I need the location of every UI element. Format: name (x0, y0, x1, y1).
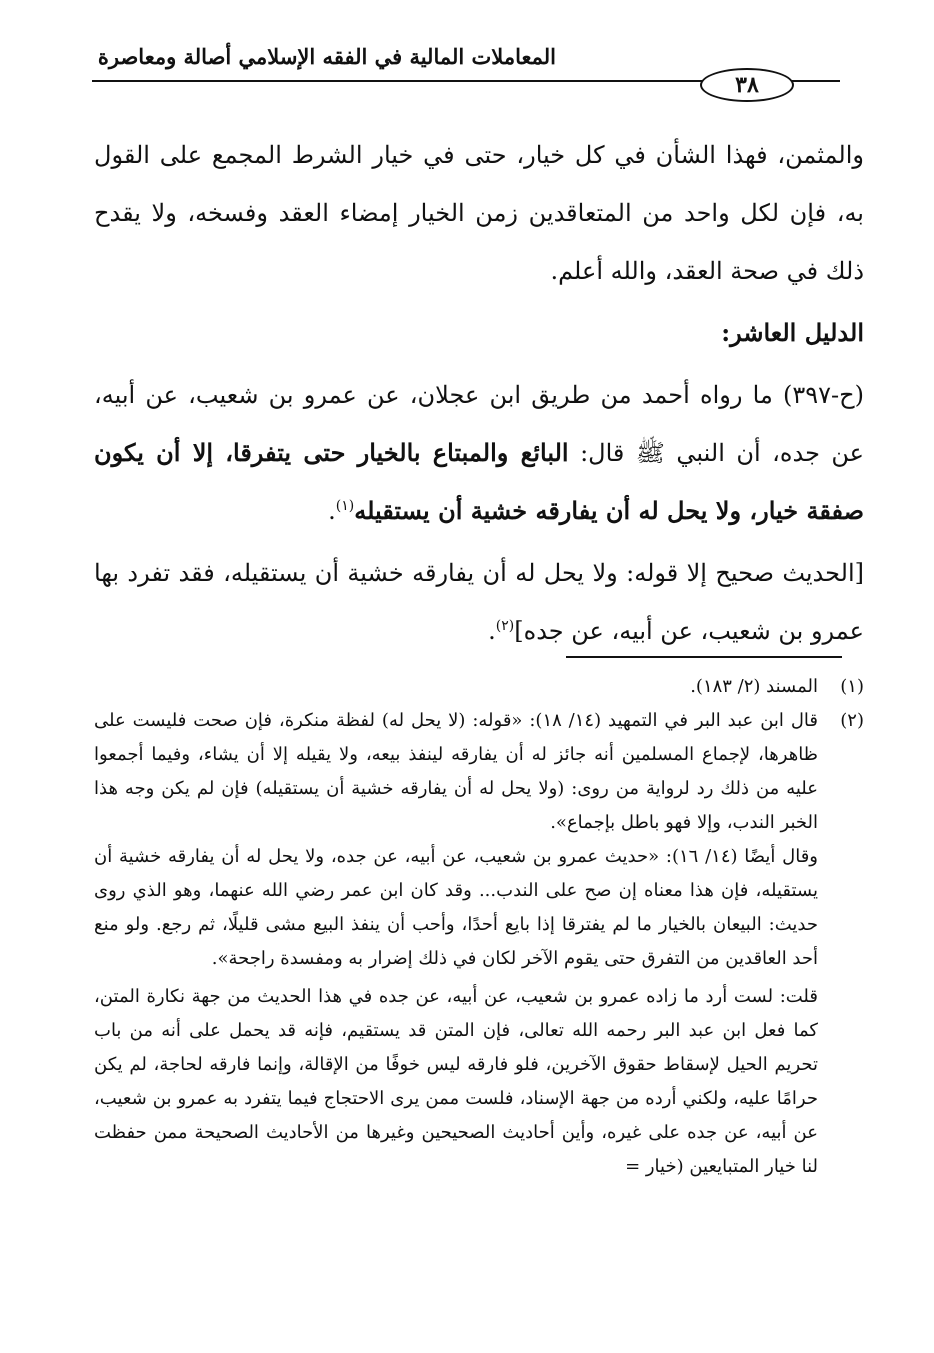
footnote-2-continuation-2: قلت: لست أرد ما زاده عمرو بن شعيب، عن أبيه، عن جده في هذا الحديث من جهة نكارة المتن، كما فعل ابن عبد البر رحمه الله تعالى، فإن المتن قد يستقيم، فإنه قد يحمل على أنه من باب تحريم الحيل لإسقاط حقوق الآخرين، فلو فارقه ليس خوفًا من الإقالة، وإنما فارقه لحاجة، لم يكن حرامًا عليه، ولكني أرده من جهة الإسناد، فلست ممن يرى الاحتجاج فيما يتفرد به عمرو بن شعيب، عن أبيه، عن جده على غيره، وأين أحاديث الصحيحين وغيرها من الأحاديث الصحيحة ممن حفظت لنا خيار المتبايعين (خيار = (94, 986, 818, 1177)
footnote-1 (94, 670, 864, 704)
footnote-2-text: قال ابن عبد البر في التمهيد (١٤/ ١٨): «قوله: (لا يحل له) لفظة منكرة، فإن صحت فليست على ظاهرها، لإجماع المسلمين أنه جائز له أن يفارقه لينفذ بيعه، ولا يقيله إلا أن يشاء، وفيما أجمعوا عليه من ذلك رد لرواية من روى: (ولا يحل له أن يفارقه خشية أن يستقيله) فإن لم يكن وجه هذا الخبر الندب، وإلا فهو باطل بإجماع». (94, 710, 818, 833)
footnote-separator (566, 656, 842, 658)
footnote-2-mark: (٢) (840, 710, 864, 731)
section-heading: الدليل العاشر: (721, 318, 864, 347)
paragraph-2-end: . (328, 497, 336, 525)
footnote-1-text: المسند (٢/ ١٨٣). (690, 676, 818, 697)
page-number: ٣٨ (735, 72, 759, 98)
hadith-text: البائع والمبتاع بالخيار حتى يتفرقا، إلا أن يكون صفقة خيار، ولا يحل له أن يفارقه خشية أن يستقيله (94, 438, 864, 525)
header-rule-top (92, 80, 702, 82)
header-rule-side (792, 80, 840, 82)
footnote-2 (94, 704, 864, 840)
hadith-intro: (ح-٣٩٧) ما رواه أحمد من طريق ابن عجلان، عن عمرو بن شعيب، عن أبيه، عن جده، أن النبي ﷺ قال: (94, 381, 864, 467)
paragraph-2 (94, 366, 864, 540)
running-title: المعاملات المالية في الفقه الإسلامي أصالة ومعاصرة (97, 44, 556, 69)
paragraph-1: والمثمن، فهذا الشأن في كل خيار، حتى في خيار الشرط المجمع على القول به، فإن لكل واحد من المتعاقدين زمن الخيار إمضاء العقد وفسخه، ولا يقدح ذلك في صحة العقد، والله أعلم. (94, 141, 864, 285)
footnote-2-continuation-1: وقال أيضًا (١٤/ ١٦): «حديث عمرو بن شعيب، عن أبيه، عن جده، ولا يحل له أن يفارقه خشية أن يستقيله، فإن هذا معناه إن صح على الندب... وقد كان ابن عمر رضي الله عنهما، وهو الذي روى حديث: البيعان بالخيار ما لم يفترقا إذا بايع أحدًا، وأحب أن ينفذ البيع مشى قليلًا، ثم رجع. ولو منع أحد العاقدين من التفرق حتى يقوم الآخر لكان في ذلك إضرار به ومفسدة راجحة». (94, 846, 819, 969)
footnotes (94, 670, 864, 1184)
footnote-1-mark: (١) (840, 676, 864, 697)
footnote-ref-2[interactable]: (٢) (495, 618, 515, 634)
grading-text: [الحديث صحيح إلا قوله: ولا يحل له أن يفارقه خشية أن يستقيله، فقد تفرد بها عمرو بن شعيب، عن أبيه، عن جده] (94, 559, 864, 645)
page-number-oval (700, 68, 794, 102)
paragraph-3 (94, 544, 864, 660)
main-text (94, 126, 864, 664)
paragraph-3-end: . (488, 617, 496, 645)
footnote-ref-1[interactable]: (١) (335, 498, 355, 514)
